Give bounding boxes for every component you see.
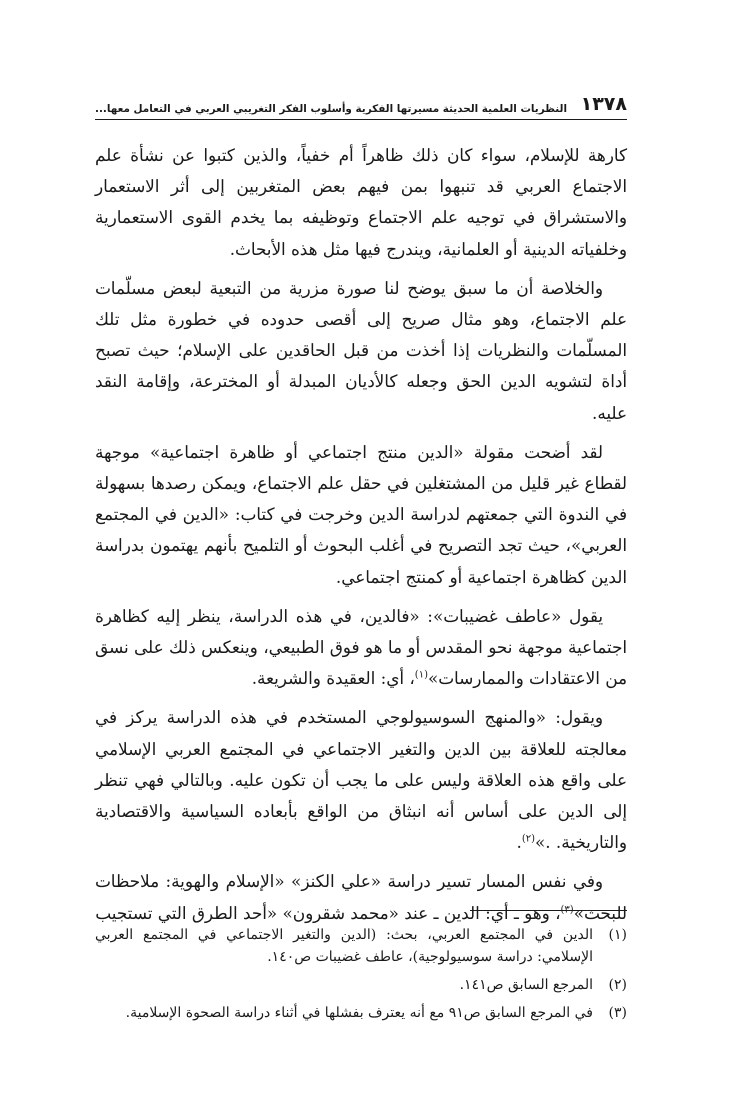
paragraph-2: والخلاصة أن ما سبق يوضح لنا صورة مزرية من التبعية لبعض مسلّمات علم الاجتماع، وهو مثال صريح إلى أقصى حدوده في خطورة مثل تلك المسلّمات والنظريات إذا أخذت من قبل الحاقدين على الإسلام؛ حيث تصبح أداة لتشويه الدين الحق وجعله كالأديان المبدلة أو المخترعة، وإقامة النقد عليه. xyxy=(95,277,627,423)
footnote-text: المرجع السابق ص١٤١. xyxy=(459,977,593,993)
paragraph-1: كارهة للإسلام، سواء كان ذلك ظاهراً أم خفياً، والذين كتبوا عن نشأة علم الاجتماع العربي قد تنبهوا بمن فيهم بعض المتغربين إلى أثر الاستعمار والاستشراق في توجيه علم الاجتماع وتوظيفه بما يخدم القوى الاستعمارية وخلفياته الدينية أو العلمانية، ويندرج فيها مثل هذه الأبحاث. xyxy=(95,145,627,259)
footnote-ref-3: (٣) xyxy=(560,904,574,916)
paragraph-4-text-end: ، أي: العقيدة والشريعة. xyxy=(251,668,415,689)
page-number: ١٣٧٨ xyxy=(580,93,627,115)
footnote-2 xyxy=(95,974,627,996)
footnote-ref-2: (٢) xyxy=(521,833,535,845)
paragraph-4 xyxy=(95,601,627,695)
paragraph-6-text-end: ، وهو ـ أي: الدين ـ عند «محمد شقرون» «أحد الطرق التي تستجيب xyxy=(95,902,561,923)
paragraph-4-text: يقول «عاطف غضيبات»: «فالدين، في هذه الدراسة، ينظر إليه كظاهرة اجتماعية موجهة نحو المقدس أو ما هو فوق الطبيعي، وينعكس ذلك على نسق من الاعتقادات والممارسات» xyxy=(95,605,627,689)
paragraph-5-text-end: . xyxy=(516,832,522,853)
running-title: النظريات العلمية الحديثة مسيرتها الفكرية وأسلوب الفكر التغريبي العربي في التعامل معها... xyxy=(95,103,568,115)
footnote-1 xyxy=(95,924,627,968)
footnote-number: (٢) xyxy=(608,977,627,993)
running-header xyxy=(95,86,627,120)
paragraph-3: لقد أضحت مقولة «الدين منتج اجتماعي أو ظاهرة اجتماعية» موجهة لقطاع غير قليل من المشتغلين في حقل علم الاجتماع، ويمكن رصدها بسهولة في الندوة التي جمعتهم لدراسة الدين وخرجت في كتاب: «الدين في المجتمع العربي»، حيث تجد التصريح في أغلب البحوث أو التلميح بأنهم يهتمون بدراسة الدين كظاهرة اجتماعية أو كمنتج اجتماعي. xyxy=(95,441,627,587)
paragraph-5-text: ويقول: «والمنهج السوسيولوجي المستخدم في هذه الدراسة يركز في معالجته للعلاقة بين الدين والتغير الاجتماعي في المجتمع العربي الإسلامي على واقع هذه العلاقة وليس على ما يجب أن تكون عليه. وبالتالي فهي تنظر إلى الدين على أساس أنه انبثاق من الواقع بأبعاده السياسية والاقتصادية والتاريخية. .» xyxy=(95,707,627,853)
footnote-text: في المرجع السابق ص٩١ مع أنه يعترف بفشلها في أثناء دراسة الصحوة الإسلامية. xyxy=(125,1005,593,1021)
footnote-number: (١) xyxy=(608,927,627,943)
paragraph-6 xyxy=(95,866,627,928)
footnote-text: الدين في المجتمع العربي، بحث: (الدين والتغير الاجتماعي في المجتمع العربي الإسلامي: دراسة سوسيولوجية)، عاطف غضيبات ص١٤٠. xyxy=(95,927,593,965)
footnote-number: (٣) xyxy=(608,1005,627,1021)
footnotes xyxy=(95,924,627,1030)
paragraph-5 xyxy=(95,702,627,858)
paragraph-6-text: وفي نفس المسار تسير دراسة «علي الكنز» «الإسلام والهوية: ملاحظات للبحث» xyxy=(95,871,627,923)
footnote-separator xyxy=(470,910,627,911)
body-text xyxy=(95,140,627,937)
footnote-3 xyxy=(95,1002,627,1024)
footnote-ref-1: (١) xyxy=(414,669,428,681)
